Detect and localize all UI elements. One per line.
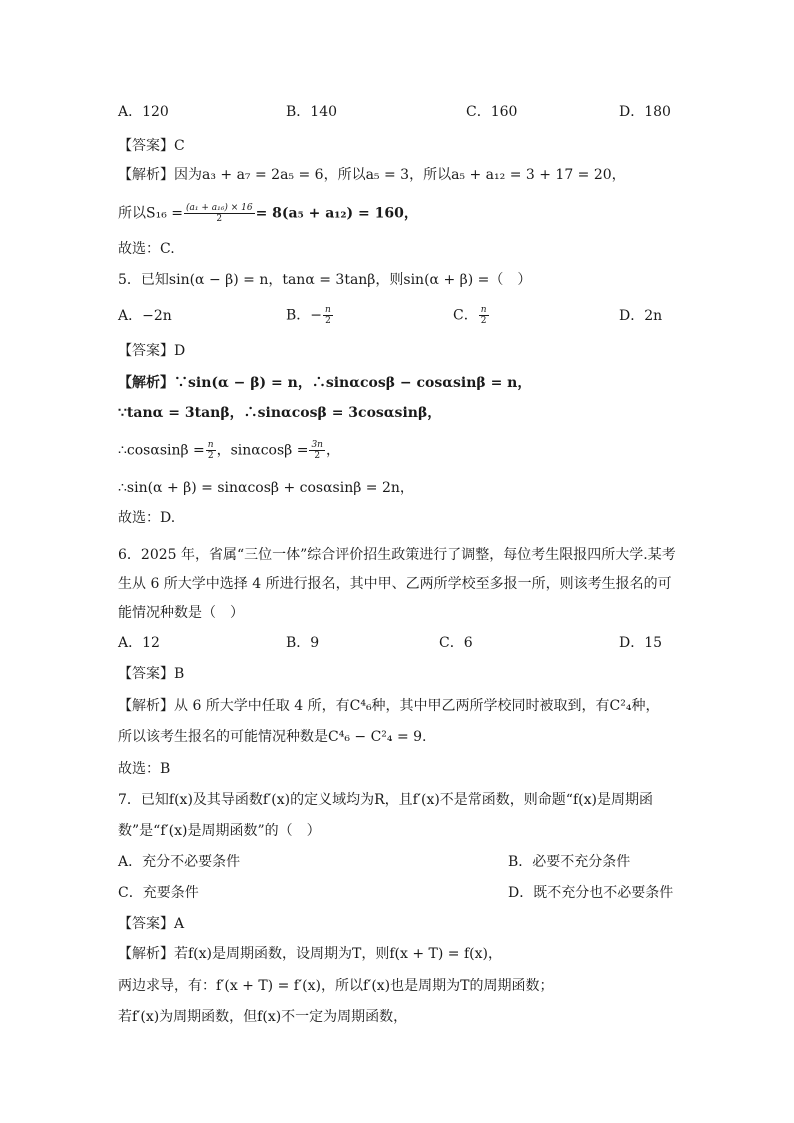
q5-option-c-den: 2 — [480, 316, 487, 326]
q4-explanation-line1: 【解析】因为a₃ + a₇ = 2a₅ = 6，所以a₅ = 3，所以a₅ + a₁₂ = 3 + 17 = 20， — [118, 167, 626, 183]
q5-option-c — [453, 305, 490, 326]
q4-explanation-line2 — [118, 203, 418, 224]
q7-stem-line1: 7．已知f(x)及其导函数f′(x)的定义域均为R，且f′(x)不是常函数，则命题“f(x)是周期函 — [118, 792, 653, 808]
q7-option-c: C．充要条件 — [118, 885, 199, 901]
q4-fraction-den: 2 — [216, 214, 223, 224]
q7-option-d: D．既不充分也不必要条件 — [508, 885, 674, 901]
q4-answer: 【答案】C — [118, 138, 185, 154]
q7-option-a: A．充分不必要条件 — [118, 854, 241, 870]
q5-option-b-prefix: B．− — [286, 307, 323, 324]
q6-stem-line3: 能情况种数是（ ） — [118, 605, 244, 621]
q4-fraction-num: (a₁ + a₁₆) × 16 — [186, 203, 253, 213]
q5-explanation-line2: ∵tanα = 3tanβ，∴sinαcosβ = 3cosαsinβ， — [118, 405, 442, 421]
q6-option-c: C．6 — [439, 635, 473, 651]
q5-explanation-line1: 【解析】∵sin(α − β) = n，∴sinαcosβ − cosαsinβ = n， — [118, 375, 532, 391]
q6-option-b: B．9 — [286, 635, 320, 651]
q5-option-b-num: n — [325, 305, 331, 315]
q7-answer: 【答案】A — [118, 916, 185, 932]
q6-stem-line2: 生从 6 所大学中选择 4 所进行报名，其中甲、乙两所学校至多报一所，则该考生报名的可 — [118, 576, 672, 592]
q5-option-c-fraction — [479, 305, 489, 326]
q5-option-c-num: n — [480, 305, 487, 315]
q5-exp3-f1-num: n — [207, 440, 214, 450]
q7-stem-line2: 数”是“f′(x)是周期函数”的（ ） — [118, 823, 321, 839]
q5-exp3-part-c: ， — [325, 442, 340, 459]
q4-option-a: A．120 — [118, 104, 169, 120]
q4-option-b: B．140 — [286, 104, 338, 120]
q5-exp3-fraction2 — [309, 440, 325, 461]
q5-exp3-part-b: ，sinαcosβ = — [216, 442, 309, 459]
q5-exp3-fraction1 — [206, 440, 216, 461]
q6-conclusion: 故选：B — [118, 761, 171, 777]
q7-explanation-line3: 若f′(x)为周期函数，但f(x)不一定为周期函数， — [118, 1009, 408, 1025]
q6-option-d: D．15 — [619, 635, 663, 651]
q5-answer: 【答案】D — [118, 343, 186, 359]
q5-option-b-den: 2 — [325, 316, 331, 326]
q4-exp2-prefix: 所以S₁₆ = — [118, 205, 183, 222]
q4-exp2-suffix: = 8(a₅ + a₁₂) = 160， — [255, 205, 418, 222]
q6-explanation-line2: 所以该考生报名的可能情况种数是C⁴₆ − C²₄ = 9. — [118, 729, 427, 745]
q4-option-d: D．180 — [619, 104, 671, 120]
q5-option-c-prefix: C． — [453, 307, 478, 324]
q5-exp3-part-a: ∴cosαsinβ = — [118, 442, 205, 459]
q4-option-c: C．160 — [466, 104, 518, 120]
q5-exp3-f2-num: 3n — [311, 440, 323, 450]
q5-conclusion: 故选：D. — [118, 510, 176, 526]
q4-fraction — [184, 203, 255, 224]
q5-option-d: D．2n — [619, 308, 663, 324]
q5-explanation-line3 — [118, 440, 340, 461]
q6-option-a: A．12 — [118, 635, 160, 651]
q6-explanation-line1: 【解析】从 6 所大学中任取 4 所，有C⁴₆种，其中甲乙两所学校同时被取到，有C²₄种， — [118, 698, 660, 714]
q7-explanation-line2: 两边求导，有：f′(x + T) = f′(x)，所以f′(x)也是周期为T的周期函数； — [118, 978, 554, 994]
q6-stem-line1: 6．2025 年，省属“三位一体”综合评价招生政策进行了调整，每位考生限报四所大学.某考 — [118, 547, 676, 563]
q5-exp3-f1-den: 2 — [207, 451, 214, 461]
q5-explanation-line4: ∴sin(α + β) = sinαcosβ + cosαsinβ = 2n， — [118, 480, 414, 496]
q7-explanation-line1: 【解析】若f(x)是周期函数，设周期为T，则f(x + T) = f(x)， — [118, 946, 502, 962]
q5-option-b-fraction — [323, 305, 333, 326]
q5-exp3-f2-den: 2 — [314, 451, 321, 461]
q7-option-b: B．必要不充分条件 — [508, 854, 631, 870]
q5-option-b — [286, 305, 334, 326]
q4-conclusion: 故选：C. — [118, 241, 175, 257]
q5-stem: 5．已知sin(α − β) = n，tanα = 3tanβ，则sin(α + β) =（ ） — [118, 272, 532, 288]
q6-answer: 【答案】B — [118, 666, 185, 682]
q5-option-a: A．−2n — [118, 308, 172, 324]
